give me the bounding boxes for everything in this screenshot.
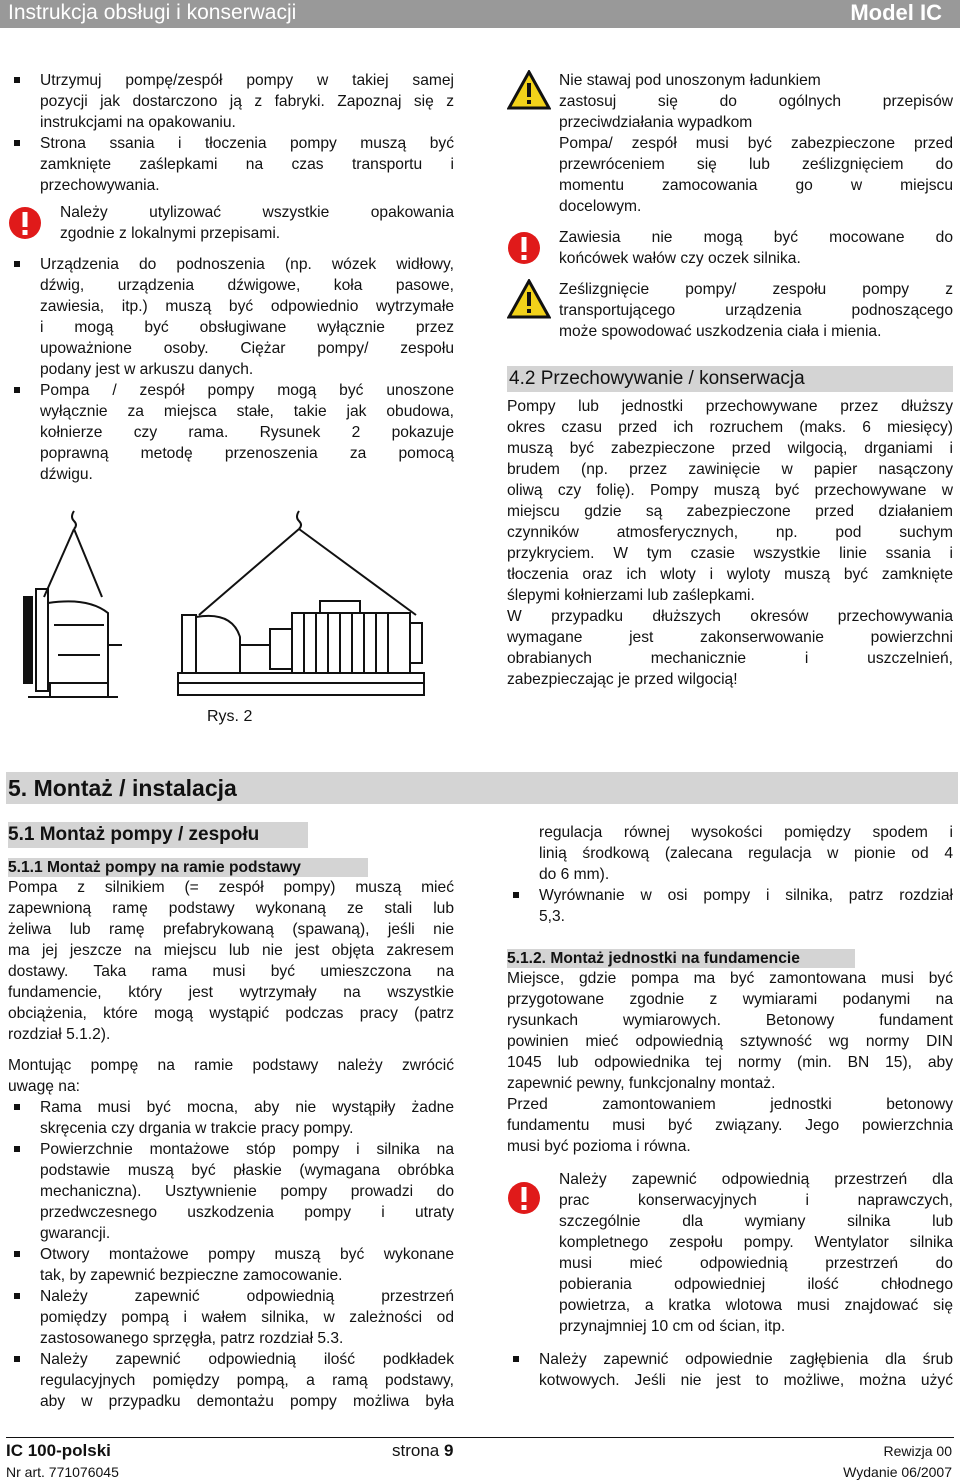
text-line: transportującego urządzenia podnoszącego	[559, 302, 953, 319]
text-line: Miejsce, gdzie pompa ma być zamontowana musi być	[507, 970, 953, 987]
text-line: przynajmniej 10 cm od ścian, itp.	[559, 1318, 786, 1335]
left-top-column	[8, 70, 454, 485]
bullet-frame-strength	[8, 1097, 454, 1139]
text-line: W przypadku dłuższych okresów przechowywania	[507, 608, 953, 625]
text-line: Rama musi być mocna, aby nie wystąpiły żadne	[40, 1099, 454, 1116]
storage-paragraph	[507, 396, 953, 606]
model-name: Model IC	[850, 0, 942, 25]
text-line: instrukcjami na opakowaniu.	[40, 114, 236, 131]
text-line: czynników atmosferycznych, np. pod suchym	[507, 524, 953, 541]
text-line: mechaniczna). Usztywnienie pompy prowadzi do	[40, 1183, 454, 1200]
text-line: Pompa / zespół pompy mogą być unoszone	[40, 382, 454, 399]
text-line: musi być pozioma i równa.	[507, 1138, 691, 1155]
text-line: powietrza, a kratka wlotowa musi znajdować się	[559, 1297, 953, 1314]
text-line: 5,3.	[539, 908, 566, 925]
text-line: Pompa z silnikiem (= zespół pompy) muszą mieć	[8, 879, 454, 896]
exclamation-circle-icon	[507, 1181, 541, 1215]
conservation-paragraph	[507, 606, 953, 690]
text-line: zawiesia, itp.) muszą być odpowiednio wytrzymałe	[40, 298, 454, 315]
text-line: upoważnione osoby. Ciężar pompy/ zespołu	[40, 340, 454, 357]
footer-doc: IC 100-polski	[6, 1441, 111, 1460]
text-line: pobierania odpowiedniej ilość chłodnego	[559, 1276, 953, 1293]
text-line: i mogą być obsługiwane wyłącznie przez	[40, 319, 454, 336]
text-line: Pompa/ zespół musi być zabezpieczone przed	[559, 135, 953, 152]
text-line: kompletnego zespołu pompy. Wentylator silnika	[559, 1234, 953, 1251]
text-line: tak, by zapewnić bezpieczne zamocowanie.	[40, 1267, 343, 1284]
text-line: Należy zapewnić odpowiednią przestrzeń	[40, 1288, 454, 1305]
bullet-orientation	[8, 70, 454, 133]
footer-revision: Rewizja 00	[883, 1443, 952, 1459]
text-line: regulacyjnych pomiędzy pompą, a ramą podstawy,	[40, 1372, 454, 1389]
text-line: fundamentu musi być związany. Jego powierzchnia	[507, 1117, 953, 1134]
footer-edition: Wydanie 06/2007	[843, 1464, 952, 1480]
text-line: Montując pompę na ramie podstawy należy zwrócić	[8, 1057, 454, 1074]
text-line: dostawy. Taka rama musi być umieszczona na	[8, 963, 454, 980]
base-frame-paragraph	[8, 877, 454, 1045]
text-line: skręcenia czy drgania w trakcie pracy pompy.	[40, 1120, 354, 1137]
bottom-left-column	[8, 822, 454, 1412]
bullet-alignment	[507, 885, 953, 927]
section-heading-5-1: 5.1 Montaż pompy / zespołu	[8, 822, 308, 848]
text-line: Zawiesia nie mogą być mocowane do	[559, 229, 953, 246]
text-line: do 6 mm).	[539, 866, 610, 883]
text-line: żeliwa lub ramę prefabrykowaną (spawaną), jeśli nie	[8, 921, 454, 938]
text-line: obciążenia, które mogą wystąpić podczas pracy (patrz	[8, 1005, 454, 1022]
text-line: Pompy lub jednostki przechowywane przez dłuższy	[507, 398, 953, 415]
text-line: podstawie muszą być płaskie (wymagana obróbka	[40, 1162, 454, 1179]
text-line: zastosowanego sprzęgła, patrz rozdział 5.3.	[40, 1330, 344, 1347]
warning-triangle-icon	[507, 279, 551, 319]
shims-continuation	[507, 822, 953, 885]
text-line: gwarancji.	[40, 1225, 111, 1242]
text-line: Należy utylizować wszystkie opakowania	[60, 204, 454, 221]
text-line: oliwą czy folię). Pompy muszą być przechowywane w	[507, 482, 953, 499]
text-line: końcówek wałów czy oczek silnika.	[559, 250, 801, 267]
warning-maintenance-space	[507, 1169, 953, 1337]
text-line: zastosuj się do ogólnych przepisów	[559, 93, 953, 110]
bullet-mounting-holes	[8, 1244, 454, 1286]
warning-slings	[507, 227, 953, 271]
page-header	[0, 0, 960, 28]
pump-lifting-figure	[14, 505, 460, 715]
warning-suspended-load	[507, 70, 953, 217]
bullet-lifting-points	[8, 380, 454, 485]
text-line: Otwory montażowe pompy muszą być wykonane	[40, 1246, 454, 1263]
bottom-right-column	[507, 822, 953, 1391]
bullet-shaft-space	[8, 1286, 454, 1349]
text-line: Ześlizgnięcie pompy/ zespołu pompy z	[559, 281, 953, 298]
text-line: zabezpieczając je przed wilgocią!	[507, 671, 738, 688]
text-line: docelowym.	[559, 198, 642, 215]
text-line: przykryciem. W tym czasie wszystkie linie ssania i	[507, 545, 953, 562]
exclamation-circle-icon	[507, 231, 541, 265]
footer-article: Nr art. 771076045	[6, 1464, 119, 1480]
text-line: przedwczesnego uszkodzenia pompy i utraty	[40, 1204, 454, 1221]
bullet-lifting-devices	[8, 254, 454, 380]
text-line: muszą być zabezpieczone przed wilgocią, drganiami i	[507, 440, 953, 457]
text-line: regulacja równej wysokości pomiędzy spodem i	[539, 824, 953, 841]
text-line: poprawną metodę przenoszenia za pomocą	[40, 445, 454, 462]
text-line: powinien mieć odpowiednią sztywność wg normy DIN	[507, 1033, 953, 1050]
text-line: przygotowane zgodnie z wymiarami podanymi na	[507, 991, 953, 1008]
text-line: musi mieć odpowiednią przestrzeń do	[559, 1255, 953, 1272]
text-line: szczególnie dla wymiany silnika lub	[559, 1213, 953, 1230]
text-line: 1045 lub odpowiednika tej normy (min. BN 15), aby	[507, 1054, 953, 1071]
section-heading-5: 5. Montaż / instalacja	[6, 772, 958, 804]
text-line: Utrzymuj pompę/zespół pompy w takiej samej	[40, 72, 454, 89]
warning-packaging	[8, 202, 454, 246]
warning-triangle-icon	[507, 70, 551, 110]
mounting-intro-paragraph	[8, 1055, 454, 1097]
text-line: fundamencie, który jest wytrzymały na wszystkie	[8, 984, 454, 1001]
text-line: zapewnioną ramę podstawy wykonaną ze stali lub	[8, 900, 454, 917]
warning-slipping	[507, 279, 953, 342]
text-line: Urządzenia do podnoszenia (np. wózek widłowy,	[40, 256, 454, 273]
text-line: momentu zamocowania go w miejscu	[559, 177, 953, 194]
text-line: okres czasu przed ich rozruchem (maks. 6 miesięcy)	[507, 419, 953, 436]
text-line: miejscu gdzie są zabezpieczone przed działaniem	[507, 503, 953, 520]
text-line: zapewnić pewny, funkcjonalny montaż.	[507, 1075, 776, 1092]
text-line: Należy zapewnić odpowiednie zagłębienia dla śrub	[539, 1351, 953, 1368]
right-top-column	[507, 70, 953, 690]
text-line: może spowodować uszkodzenia ciała i mienia.	[559, 323, 882, 340]
section-heading-4-2: 4.2 Przechowywanie / konserwacja	[507, 366, 953, 392]
text-line: Przed zamontowaniem jednostki betonowy	[507, 1096, 953, 1113]
text-line: Należy zapewnić odpowiednią ilość podkładek	[40, 1351, 454, 1368]
text-line: wymagane jest zakonserwowanie powierzchni	[507, 629, 953, 646]
text-line: dźwig, urządzenia dźwigowe, koła pasowe,	[40, 277, 454, 294]
text-line: pozycji jak dostarczono ją z fabryki. Zapoznaj się z	[40, 93, 454, 110]
text-line: Należy zapewnić odpowiednią przestrzeń dla	[559, 1171, 953, 1188]
text-line: kołnierze czy rama. Rysunek 2 pokazuje	[40, 424, 454, 441]
document-title: Instrukcja obsługi i konserwacji	[8, 1, 297, 24]
text-line: zamknięte zaślepkami na czas transportu i	[40, 156, 454, 173]
footer-page-number: 9	[443, 1441, 454, 1460]
text-line: Strona ssania i tłoczenia pompy muszą być	[40, 135, 454, 152]
text-line: Powierzchnie montażowe stóp pompy i silnika na	[40, 1141, 454, 1158]
text-line: prac konserwacyjnych i naprawczych,	[559, 1192, 953, 1209]
text-line: aby w przypadku demontażu pompy możliwa była	[40, 1393, 454, 1410]
text-line: przewróceniem się lub ześlizgnięciem do	[559, 156, 953, 173]
bullet-anchor-bolts	[507, 1349, 953, 1391]
text-line: uwagę na:	[8, 1078, 80, 1095]
text-line: Wyrównanie w osi pompy i silnika, patrz rozdział	[539, 887, 953, 904]
section-heading-5-1-1: 5.1.1 Montaż pompy na ramie podstawy	[8, 858, 368, 877]
text-line: ślepymi kołnierzami lub zaślepkami.	[507, 587, 755, 604]
bullet-shims	[8, 1349, 454, 1412]
text-line: tłoczenia oraz ich wloty i wyloty muszą być zamknięte	[507, 566, 953, 583]
foundation-paragraph	[507, 968, 953, 1157]
figure-caption: Rys. 2	[207, 708, 253, 725]
footer-page	[392, 1441, 453, 1461]
text-line: zgodnie z lokalnymi przepisami.	[60, 225, 281, 242]
text-line: rysunkach wymiarowych. Betonowy fundament	[507, 1012, 953, 1029]
footer-divider	[6, 1437, 954, 1438]
text-line: rozdział 5.1.2).	[8, 1026, 111, 1043]
section-heading-5-1-2: 5.1.2. Montaż jednostki na fundamencie	[507, 949, 855, 968]
bullet-suction-discharge	[8, 133, 454, 196]
text-line: linią środkową (zalecana regulacja w pionie od 4	[539, 845, 953, 862]
footer-page-label: strona	[392, 1441, 440, 1460]
text-line: przeciwdziałania wypadkom	[559, 114, 753, 131]
text-line: pomiędzy pompą i wałem silnika, w zależności od	[40, 1309, 454, 1326]
exclamation-circle-icon	[8, 206, 42, 240]
text-line: ma jej jeszcze na miejscu lub nie jest objęta zakresem	[8, 942, 454, 959]
text-line: dźwigu.	[40, 466, 93, 483]
text-line: podany jest w arkuszu danych.	[40, 361, 254, 378]
text-line: przechowywania.	[40, 177, 160, 194]
text-line: obrabianych mechanicznie i uszczelnień,	[507, 650, 953, 667]
text-line: wyłącznie za miejsca stałe, takie jak obudowa,	[40, 403, 454, 420]
bullet-mounting-surfaces	[8, 1139, 454, 1244]
text-line: Nie stawaj pod unoszonym ładunkiem	[559, 72, 821, 89]
text-line: brudem (np. przez zawinięcie w papier nasączony	[507, 461, 953, 478]
text-line: kotwowych. Jeśli nie jest to możliwe, można użyć	[539, 1372, 953, 1389]
